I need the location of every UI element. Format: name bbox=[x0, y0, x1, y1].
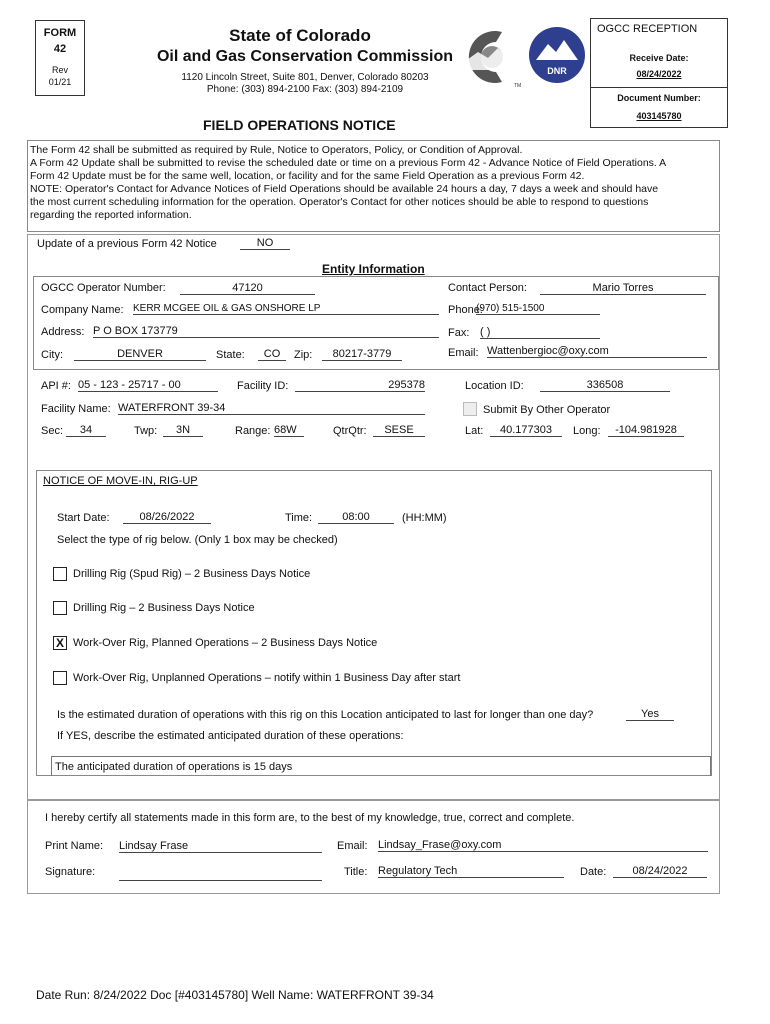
signature-label: Signature: bbox=[45, 866, 96, 878]
twp-label: Twp: bbox=[134, 425, 158, 437]
update-label: Update of a previous Form 42 Notice bbox=[37, 238, 217, 250]
select-rig-text: Select the type of rig below. (Only 1 box may be checked) bbox=[57, 534, 338, 546]
instruction-line: NOTE: Operator's Contact for Advance Notices of Field Operations should be available 24 hours a day, 7 days a week and should have bbox=[30, 183, 659, 195]
cert-email-field[interactable]: Lindsay_Frase@oxy.com bbox=[378, 839, 708, 852]
submit-other-checkbox[interactable] bbox=[463, 402, 477, 416]
rig-option-checkbox[interactable] bbox=[53, 601, 67, 615]
time-label: Time: bbox=[285, 512, 313, 524]
cert-email-label: Email: bbox=[337, 840, 368, 852]
agency-phone-fax: Phone: (303) 894-2100 Fax: (303) 894-2109 bbox=[206, 84, 404, 95]
rig-option-label: Drilling Rig (Spud Rig) – 2 Business Days Notice bbox=[73, 568, 311, 580]
duration-question: Is the estimated duration of operations with this rig on this Location anticipated to last for longer than one day? bbox=[57, 709, 594, 721]
rev-date: 01/21 bbox=[48, 77, 72, 87]
document-number-label: Document Number: bbox=[617, 93, 701, 103]
rig-option-label: Work-Over Rig, Planned Operations – 2 Business Days Notice bbox=[73, 637, 378, 649]
sec-field[interactable]: 34 bbox=[66, 424, 106, 437]
long-label: Long: bbox=[573, 425, 601, 437]
fax-field[interactable]: ( ) bbox=[480, 326, 600, 339]
qtrqtr-label: QtrQtr: bbox=[333, 425, 367, 437]
dnr-seal-icon bbox=[528, 26, 586, 84]
lat-label: Lat: bbox=[465, 425, 484, 437]
city-field[interactable]: DENVER bbox=[74, 348, 206, 361]
company-label: Company Name: bbox=[41, 304, 124, 316]
print-name-field[interactable]: Lindsay Frase bbox=[119, 840, 322, 853]
rig-option-checkbox[interactable] bbox=[53, 567, 67, 581]
form-title: FIELD OPERATIONS NOTICE bbox=[203, 117, 396, 133]
reception-title: OGCC RECEPTION bbox=[597, 23, 698, 35]
instruction-line: The Form 42 shall be submitted as required by Rule, Notice to Operators, Policy, or Condition of Approval. bbox=[30, 144, 523, 156]
instruction-line: A Form 42 Update shall be submitted to revise the scheduled date or time on a previous Form 42 - Advance Notice of Field Operations. A bbox=[30, 157, 667, 169]
address-field[interactable]: P O BOX 173779 bbox=[93, 325, 439, 338]
state-field[interactable]: CO bbox=[258, 348, 286, 361]
receive-date: 08/24/2022 bbox=[636, 69, 682, 79]
email-field[interactable]: Wattenbergioc@oxy.com bbox=[487, 345, 707, 358]
submit-other-label: Submit By Other Operator bbox=[483, 404, 611, 416]
rig-option-label: Work-Over Rig, Unplanned Operations – notify within 1 Business Day after start bbox=[73, 672, 461, 684]
instruction-line: Form 42 Update must be for the same well, location, or facility and for the same Field Operation as a previous Form 42. bbox=[30, 170, 585, 182]
notice-heading: NOTICE OF MOVE-IN, RIG-UP bbox=[43, 475, 198, 487]
lat-field[interactable]: 40.177303 bbox=[490, 424, 562, 437]
rig-option-checkbox[interactable] bbox=[53, 671, 67, 685]
entity-heading: Entity Information bbox=[322, 262, 425, 276]
location-id-label: Location ID: bbox=[465, 380, 524, 392]
facility-id-label: Facility ID: bbox=[237, 380, 289, 392]
zip-field[interactable]: 80217-3779 bbox=[322, 348, 402, 361]
api-field[interactable]: 05 - 123 - 25717 - 00 bbox=[78, 379, 218, 392]
zip-label: Zip: bbox=[294, 349, 313, 361]
cert-title-label: Title: bbox=[344, 866, 368, 878]
contact-field[interactable]: Mario Torres bbox=[540, 282, 706, 295]
dnr-text: DNR bbox=[547, 66, 567, 76]
state-title: State of Colorado bbox=[229, 26, 371, 45]
city-label: City: bbox=[41, 349, 63, 361]
agency-address: 1120 Lincoln Street, Suite 801, Denver, Colorado 80203 bbox=[181, 72, 429, 83]
receive-date-label: Receive Date: bbox=[629, 53, 689, 63]
time-field[interactable]: 08:00 bbox=[318, 511, 394, 524]
facility-name-field[interactable]: WATERFRONT 39-34 bbox=[118, 402, 425, 415]
facility-name-label: Facility Name: bbox=[41, 403, 111, 415]
fax-label: Fax: bbox=[448, 327, 470, 339]
range-label: Range: bbox=[235, 425, 271, 437]
cert-date-label: Date: bbox=[580, 866, 607, 878]
qtrqtr-field[interactable]: SESE bbox=[373, 424, 425, 437]
sec-label: Sec: bbox=[41, 425, 64, 437]
signature-field[interactable] bbox=[119, 866, 322, 881]
rig-option-label: Drilling Rig – 2 Business Days Notice bbox=[73, 602, 255, 614]
start-date-label: Start Date: bbox=[57, 512, 110, 524]
reception-divider bbox=[591, 87, 727, 88]
form-label: FORM bbox=[43, 27, 77, 39]
time-format: (HH:MM) bbox=[402, 512, 447, 524]
facility-id-field[interactable]: 295378 bbox=[295, 379, 425, 392]
duration-description-field[interactable] bbox=[51, 756, 711, 776]
reception-box bbox=[590, 18, 728, 128]
logo-tm: TM bbox=[514, 83, 522, 88]
twp-field[interactable]: 3N bbox=[163, 424, 203, 437]
operator-number-label: OGCC Operator Number: bbox=[41, 282, 166, 294]
range-field[interactable]: 68W bbox=[274, 424, 304, 437]
long-field[interactable]: -104.981928 bbox=[608, 424, 684, 437]
colorado-c-logo-icon bbox=[458, 26, 526, 88]
form-number-box bbox=[35, 20, 85, 96]
api-label: API #: bbox=[41, 380, 71, 392]
print-name-label: Print Name: bbox=[45, 840, 104, 852]
duration-answer[interactable]: Yes bbox=[626, 708, 674, 721]
cert-title-field[interactable]: Regulatory Tech bbox=[378, 865, 564, 878]
rev-label: Rev bbox=[51, 65, 68, 75]
start-date-field[interactable]: 08/26/2022 bbox=[123, 511, 211, 524]
document-number: 403145780 bbox=[636, 111, 682, 121]
describe-prompt: If YES, describe the estimated anticipated duration of these operations: bbox=[57, 730, 404, 742]
operator-number-field[interactable]: 47120 bbox=[180, 282, 315, 295]
agency-title: Oil and Gas Conservation Commission bbox=[156, 48, 454, 65]
instructions-box bbox=[27, 140, 720, 232]
phone-field[interactable]: (970) 515-1500 bbox=[476, 303, 600, 315]
form-number: 42 bbox=[53, 43, 67, 55]
duration-description-text: The anticipated duration of operations is 15 days bbox=[55, 761, 293, 773]
email-label: Email: bbox=[448, 347, 479, 359]
address-label: Address: bbox=[41, 326, 85, 338]
location-id-field[interactable]: 336508 bbox=[540, 379, 670, 392]
instruction-line: regarding the reported information. bbox=[30, 209, 192, 221]
phone-label: Phone: bbox=[448, 304, 483, 316]
state-label: State: bbox=[216, 349, 245, 361]
cert-date-field[interactable]: 08/24/2022 bbox=[613, 865, 707, 878]
rig-option-checkbox[interactable]: X bbox=[53, 636, 67, 650]
contact-label: Contact Person: bbox=[448, 282, 527, 294]
company-field[interactable]: KERR MCGEE OIL & GAS ONSHORE LP bbox=[133, 303, 439, 315]
footer-run-info: Date Run: 8/24/2022 Doc [#403145780] Well Name: WATERFRONT 39-34 bbox=[36, 988, 434, 1002]
instruction-line: the most current scheduling information for the operation. Operator's Contact for other notices should be able to respond to questions bbox=[30, 196, 649, 208]
certification-statement: I hereby certify all statements made in this form are, to the best of my knowledge, true, correct and complete. bbox=[45, 812, 575, 824]
update-value[interactable]: NO bbox=[240, 237, 290, 250]
